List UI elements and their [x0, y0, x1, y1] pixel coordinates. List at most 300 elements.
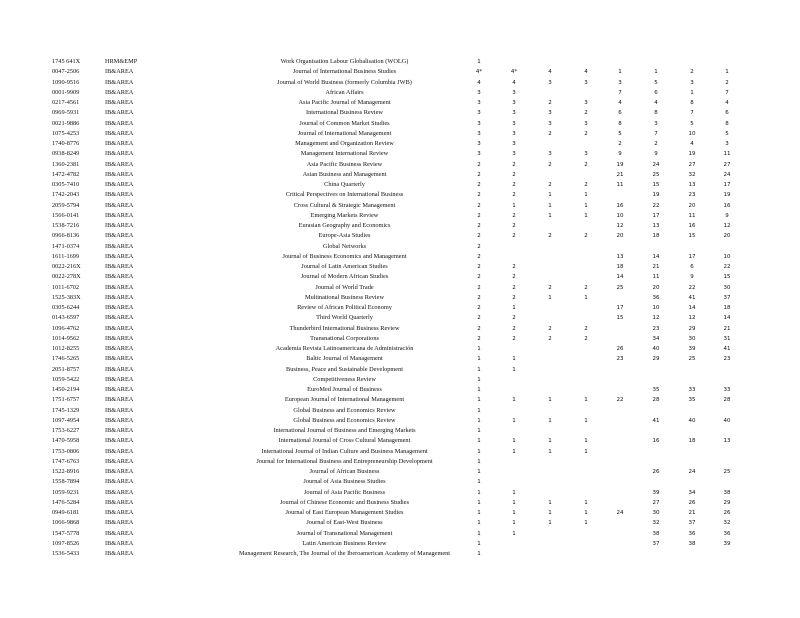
- rating-cell: 2: [477, 243, 481, 250]
- rating-cell: 2: [477, 325, 481, 332]
- field-cell: IB&AREA: [105, 345, 134, 352]
- journal-title-cell: Journal of Modern African Studies: [300, 273, 389, 281]
- rating-cell: 27: [652, 499, 660, 506]
- rating-cell: 2: [477, 202, 481, 209]
- field-cell: IB&AREA: [105, 273, 134, 281]
- field-cell: IB&AREA: [105, 437, 134, 445]
- rating-cell: 1: [548, 212, 552, 219]
- rating-cell: 15: [688, 233, 696, 240]
- rating-cell: 1: [477, 489, 481, 496]
- rating-cell: 28: [652, 397, 660, 404]
- journal-title-cell: Journal of World Business (formerly Columbia JWB): [277, 78, 412, 86]
- field-cell: IB&AREA: [105, 539, 134, 547]
- rating-cell: 8: [618, 120, 622, 127]
- journal-title-cell: Global Business and Economics Review: [293, 406, 396, 414]
- rating-cell: 2: [548, 100, 552, 106]
- rating-cell: 2: [477, 212, 481, 219]
- rating-cell: 2: [512, 223, 516, 229]
- rating-cell: 3: [584, 79, 588, 86]
- rating-cell: 18: [616, 264, 624, 270]
- rating-cell: 1: [584, 397, 588, 404]
- journal-title-cell: Global Networks: [322, 242, 367, 250]
- rating-cell: 13: [616, 253, 624, 260]
- issn-cell: 0966-8136: [52, 232, 80, 240]
- journal-title-cell: Third World Quarterly: [316, 314, 373, 322]
- issn-cell: 0022-278X: [52, 273, 81, 281]
- rating-cell: 3: [512, 110, 516, 117]
- rating-cell: 1: [512, 530, 516, 537]
- rating-cell: 6: [654, 89, 658, 96]
- rating-cell: 20: [652, 284, 660, 291]
- rating-cell: 2: [690, 69, 694, 76]
- rating-cell: 1: [477, 407, 481, 414]
- rating-cell: 2: [477, 161, 481, 168]
- rating-cell: 4: [690, 141, 694, 147]
- rating-cell: 3: [654, 120, 658, 127]
- rating-cell: 27: [723, 161, 731, 168]
- rating-cell: 2: [548, 182, 552, 188]
- rating-cell: 34: [688, 489, 696, 496]
- issn-cell: 0001-9909: [52, 88, 80, 96]
- rating-cell: 16: [616, 202, 624, 209]
- issn-cell: 1450-2194: [52, 386, 80, 393]
- rating-cell: 1: [548, 417, 552, 424]
- rating-cell: 1: [512, 366, 516, 373]
- rating-cell: 4: [654, 100, 658, 106]
- rating-cell: 25: [688, 356, 696, 363]
- rating-cell: 19: [688, 151, 696, 158]
- rating-cell: 21: [688, 510, 696, 516]
- rating-cell: 1: [654, 69, 658, 76]
- journal-title-cell: International Journal of Business and Emerging Markets: [273, 427, 416, 434]
- rating-cell: 35: [688, 397, 696, 404]
- rating-cell: 20: [688, 202, 696, 209]
- field-cell: IB&AREA: [105, 550, 134, 557]
- issn-cell: 1470-5958: [52, 437, 80, 445]
- rating-cell: 7: [690, 110, 694, 117]
- rating-cell: 1: [477, 417, 481, 424]
- rating-cell: 18: [688, 438, 696, 445]
- rating-cell: 35: [652, 387, 660, 393]
- rating-cell: 7: [654, 130, 658, 137]
- journal-title-cell: Competitiveness Review: [313, 375, 376, 383]
- rating-cell: 2: [512, 325, 516, 332]
- rating-cell: 1: [512, 520, 516, 527]
- rating-cell: 1: [584, 499, 588, 506]
- field-cell: IB&AREA: [105, 375, 134, 383]
- rating-cell: 7: [618, 89, 622, 96]
- rating-cell: 17: [723, 182, 731, 188]
- journal-title-cell: Transnational Corporations: [310, 334, 379, 342]
- issn-cell: 1059-9231: [52, 488, 80, 496]
- rating-cell: 33: [688, 387, 696, 393]
- rating-cell: 2: [584, 182, 588, 188]
- rating-cell: 25: [616, 284, 624, 291]
- rating-cell: 1: [477, 469, 481, 475]
- rating-cell: 40: [652, 346, 660, 352]
- field-cell: IB&AREA: [105, 263, 134, 270]
- rating-cell: 1: [690, 89, 694, 96]
- issn-cell: 1747-6763: [52, 457, 80, 465]
- rating-cell: 4: [512, 79, 516, 86]
- rating-cell: 2: [477, 223, 481, 229]
- rating-cell: 36: [688, 530, 696, 537]
- journal-title-cell: Work Organisation Labour Globalisation (WOLG): [280, 58, 409, 65]
- field-cell: IB&AREA: [105, 99, 134, 106]
- journal-title-cell: European Journal of International Management: [284, 396, 405, 404]
- issn-cell: 0021-9886: [52, 119, 80, 127]
- rating-cell: 2: [512, 161, 516, 168]
- rating-cell: 3: [512, 151, 516, 158]
- rating-cell: 12: [688, 315, 696, 322]
- rating-cell: 3: [584, 151, 588, 158]
- rating-cell: 2: [584, 233, 588, 240]
- issn-cell: 0949-6181: [52, 509, 80, 516]
- journal-title-cell: Asian Business and Management: [302, 170, 387, 178]
- issn-cell: 1012-8255: [52, 345, 80, 352]
- rating-cell: 3: [477, 141, 481, 147]
- rating-cell: 20: [616, 233, 624, 240]
- issn-cell: 1075-4253: [52, 129, 80, 137]
- journal-title-cell: International Journal of Indian Culture and Business Management: [261, 447, 428, 455]
- journal-title-cell: Critical Perspectives on International Business: [285, 191, 404, 199]
- field-cell: IB&AREA: [105, 109, 134, 117]
- rating-cell: 31: [723, 335, 731, 342]
- issn-cell: 1476-5284: [52, 498, 80, 506]
- rating-cell: 41: [723, 346, 731, 352]
- issn-cell: 0047-2506: [52, 68, 80, 76]
- rating-cell: 1: [548, 397, 552, 404]
- rating-cell: 24: [616, 510, 624, 516]
- field-cell: IB&AREA: [105, 201, 134, 209]
- field-cell: IB&AREA: [105, 222, 134, 229]
- field-cell: IB&AREA: [105, 68, 134, 76]
- issn-cell: 1536-5433: [52, 550, 80, 557]
- rating-cell: 15: [652, 182, 660, 188]
- journal-title-cell: China Quarterly: [324, 181, 365, 188]
- rating-cell: 1: [477, 438, 481, 445]
- rating-cell: 1: [512, 510, 516, 516]
- rating-cell: 2: [584, 284, 588, 291]
- rating-cell: 1: [512, 397, 516, 404]
- rating-cell: 10: [652, 305, 660, 311]
- rating-cell: 1: [584, 438, 588, 445]
- rating-cell: 2: [548, 161, 552, 168]
- rating-cell: 1: [477, 499, 481, 506]
- rating-cell: 16: [688, 223, 696, 229]
- rating-cell: 2: [548, 284, 552, 291]
- rating-cell: 23: [616, 356, 624, 363]
- journal-title-cell: Journal of Transnational Management: [296, 529, 393, 537]
- rating-cell: 2: [477, 233, 481, 240]
- rating-cell: 1: [477, 428, 481, 434]
- rating-cell: 2: [477, 294, 481, 301]
- field-cell: IB&AREA: [105, 488, 134, 496]
- rating-cell: 3: [477, 89, 481, 96]
- rating-cell: 34: [652, 335, 660, 342]
- issn-cell: 2051-8757: [52, 365, 80, 373]
- rating-cell: 2: [512, 315, 516, 322]
- rating-cell: 6: [618, 110, 622, 117]
- issn-cell: 1611-1699: [52, 252, 80, 260]
- field-cell: IB&AREA: [105, 478, 134, 486]
- rating-cell: 9: [654, 151, 658, 158]
- journal-title-cell: International Journal of Cross Cultural Management: [278, 437, 411, 445]
- rating-cell: 12: [723, 223, 731, 229]
- journal-title-cell: Asia Pacific Journal of Management: [298, 99, 391, 106]
- rating-cell: 39: [723, 540, 731, 547]
- rating-cell: 10: [688, 130, 696, 137]
- journal-title-cell: Multinational Business Review: [304, 293, 385, 301]
- issn-cell: 1742-2043: [52, 191, 80, 199]
- rating-cell: 22: [723, 264, 731, 270]
- rating-cell: 37: [652, 540, 660, 547]
- journal-title-cell: Management International Review: [300, 150, 389, 158]
- rating-cell: 4*: [475, 69, 483, 76]
- issn-cell: 1745 641X: [52, 58, 81, 65]
- issn-cell: 1472-4782: [52, 170, 80, 178]
- rating-cell: 3: [548, 79, 552, 86]
- issn-cell: 1538-7216: [52, 222, 80, 229]
- rating-cell: 1: [548, 202, 552, 209]
- rating-cell: 2: [512, 294, 516, 301]
- rating-cell: 19: [723, 192, 731, 199]
- issn-cell: 0305-7410: [52, 181, 80, 188]
- rating-cell: 1: [584, 520, 588, 527]
- rating-cell: 2: [584, 325, 588, 332]
- rating-cell: 3: [477, 110, 481, 117]
- issn-cell: 1360-2381: [52, 160, 80, 168]
- rating-cell: 25: [723, 469, 731, 475]
- rating-cell: 16: [652, 438, 660, 445]
- journal-title-cell: Journal of International Management: [297, 129, 392, 137]
- field-cell: IB&AREA: [105, 150, 134, 158]
- rating-cell: 4: [725, 100, 729, 106]
- issn-cell: 0022-216X: [52, 263, 81, 270]
- rating-cell: 2: [725, 79, 729, 86]
- rating-cell: 1: [725, 69, 729, 76]
- rating-cell: 32: [652, 520, 660, 527]
- rating-cell: 1: [548, 448, 552, 455]
- rating-cell: 14: [616, 274, 624, 281]
- journal-title-cell: Thunderbird International Business Review: [289, 324, 400, 332]
- issn-cell: 1525-383X: [52, 293, 81, 301]
- rating-cell: 33: [723, 387, 731, 393]
- rating-cell: 22: [688, 284, 696, 291]
- rating-cell: 2: [512, 182, 516, 188]
- rating-cell: 32: [688, 171, 696, 178]
- field-cell: IB&AREA: [105, 232, 134, 240]
- field-cell: IB&AREA: [105, 129, 134, 137]
- rating-cell: 1: [512, 356, 516, 363]
- rating-cell: 7: [725, 89, 729, 96]
- field-cell: HRM&EMP: [105, 58, 138, 65]
- rating-cell: 1: [548, 294, 552, 301]
- journal-title-cell: Review of African Political Economy: [297, 304, 392, 311]
- rating-cell: 26: [652, 469, 660, 475]
- rating-cell: 2: [512, 284, 516, 291]
- rating-cell: 9: [725, 212, 729, 219]
- rating-cell: 26: [688, 499, 696, 506]
- rating-cell: 17: [616, 305, 624, 311]
- rating-cell: 30: [688, 335, 696, 342]
- field-cell: IB&AREA: [105, 365, 134, 373]
- journal-title-cell: EuroMed Journal of Business: [307, 386, 382, 393]
- field-cell: IB&AREA: [105, 283, 134, 291]
- rating-cell: 41: [688, 294, 696, 301]
- rating-cell: 11: [616, 182, 624, 188]
- rating-cell: 11: [652, 274, 660, 281]
- rating-cell: 2: [548, 325, 552, 332]
- journal-title-cell: Management Research, The Journal of the Iberoamerican Academy of Management: [238, 550, 451, 557]
- rating-cell: 2: [548, 335, 552, 342]
- rating-cell: 9: [690, 274, 694, 281]
- rating-cell: 1: [477, 479, 481, 486]
- field-cell: IB&AREA: [105, 181, 134, 188]
- rating-cell: 3: [690, 79, 694, 86]
- rating-cell: 1: [477, 387, 481, 393]
- rating-cell: 3: [584, 100, 588, 106]
- issn-cell: 1753-0806: [52, 447, 80, 455]
- rating-cell: 23: [723, 356, 731, 363]
- rating-cell: 19: [652, 192, 660, 199]
- journal-title-cell: Journal of Common Market Studies: [299, 119, 390, 127]
- field-cell: IB&AREA: [105, 252, 134, 260]
- journal-title-cell: Academia Revista Latinoamericana de Administración: [275, 345, 414, 352]
- issn-cell: 0305-6244: [52, 304, 80, 311]
- rating-cell: 14: [723, 315, 731, 322]
- field-cell: IB&AREA: [105, 416, 134, 424]
- rating-cell: 2: [477, 264, 481, 270]
- journal-title-cell: Journal of Chinese Economic and Business Studies: [279, 498, 410, 506]
- issn-cell: 1566-0141: [52, 211, 80, 219]
- rating-cell: 3: [548, 120, 552, 127]
- rating-cell: 5: [690, 120, 694, 127]
- journal-title-cell: International Business Review: [306, 109, 383, 117]
- journal-title-cell: Journal of Business Economics and Management: [282, 252, 407, 260]
- rating-cell: 6: [725, 110, 729, 117]
- rating-cell: 1: [548, 499, 552, 506]
- rating-cell: 1: [477, 510, 481, 516]
- rating-cell: 40: [723, 417, 731, 424]
- issn-cell: 2059-5794: [52, 201, 80, 209]
- rating-cell: 29: [652, 356, 660, 363]
- rating-cell: 26: [723, 510, 731, 516]
- rating-cell: 1: [477, 346, 481, 352]
- rating-cell: 13: [688, 182, 696, 188]
- rating-cell: 1: [512, 438, 516, 445]
- rating-cell: 1: [477, 59, 481, 65]
- field-cell: IB&AREA: [105, 427, 134, 434]
- rating-cell: 1: [548, 520, 552, 527]
- journal-title-cell: Europe-Asia Studies: [318, 232, 371, 240]
- rating-cell: 5: [618, 130, 622, 137]
- rating-cell: 8: [690, 100, 694, 106]
- rating-cell: 38: [688, 540, 696, 547]
- field-cell: IB&AREA: [105, 78, 134, 86]
- journal-title-cell: Journal for International Business and Entrepreneurship Development: [256, 457, 433, 465]
- rating-cell: 4: [548, 69, 552, 76]
- rating-cell: 2: [477, 253, 481, 260]
- rating-cell: 1: [477, 520, 481, 527]
- rating-cell: 2: [512, 335, 516, 342]
- field-cell: IB&AREA: [105, 170, 134, 178]
- rating-cell: 1: [477, 376, 481, 383]
- rating-cell: 1: [618, 69, 622, 76]
- rating-cell: 1: [477, 458, 481, 465]
- field-cell: IB&AREA: [105, 355, 134, 363]
- field-cell: IB&AREA: [105, 519, 134, 527]
- journal-title-cell: Cross Cultural & Strategic Management: [293, 201, 396, 209]
- rating-cell: 2: [548, 233, 552, 240]
- rating-cell: 3: [618, 79, 622, 86]
- rating-cell: 19: [616, 161, 624, 168]
- rating-cell: 8: [654, 110, 658, 117]
- journal-title-cell: Baltic Journal of Management: [306, 355, 383, 363]
- rating-cell: 39: [688, 346, 696, 352]
- rating-cell: 23: [688, 192, 696, 199]
- issn-cell: 0217-4561: [52, 99, 80, 106]
- rating-cell: 3: [477, 120, 481, 127]
- rating-cell: 36: [652, 294, 660, 301]
- rating-cell: 1: [584, 510, 588, 516]
- rating-cell: 21: [723, 325, 731, 332]
- rating-cell: 3: [512, 141, 516, 147]
- journal-title-cell: Business, Peace and Sustainable Development: [286, 365, 403, 373]
- rating-cell: 29: [688, 325, 696, 332]
- field-cell: IB&AREA: [105, 293, 134, 301]
- rating-cell: 2: [477, 182, 481, 188]
- rating-cell: 2: [477, 171, 481, 178]
- rating-cell: 2: [477, 274, 481, 281]
- rating-cell: 1: [512, 448, 516, 455]
- rating-cell: 21: [616, 171, 624, 178]
- rating-cell: 17: [688, 253, 696, 260]
- field-cell: IB&AREA: [105, 396, 134, 404]
- rating-cell: 4: [618, 100, 622, 106]
- rating-cell: 1: [512, 202, 516, 209]
- issn-cell: 1471-0374: [52, 242, 80, 250]
- rating-cell: 11: [723, 151, 731, 158]
- field-cell: IB&AREA: [105, 119, 134, 127]
- rating-cell: 28: [723, 397, 731, 404]
- journal-title-cell: Asia Pacific Business Review: [306, 160, 383, 168]
- rating-cell: 2: [512, 264, 516, 270]
- journal-title-cell: Journal of Asia Business Studies: [303, 478, 386, 486]
- rating-cell: 1: [512, 305, 516, 311]
- field-cell: IB&AREA: [105, 498, 134, 506]
- rating-cell: 15: [616, 315, 624, 322]
- journal-title-cell: Global Business and Economics Review: [293, 416, 396, 424]
- rating-cell: 26: [616, 346, 624, 352]
- issn-cell: 1066-9868: [52, 519, 80, 527]
- rating-cell: 3: [477, 130, 481, 137]
- rating-cell: 25: [652, 171, 660, 178]
- rating-cell: 18: [723, 305, 731, 311]
- rating-cell: 22: [616, 397, 624, 404]
- rating-cell: 1: [477, 551, 481, 557]
- rating-cell: 2: [548, 130, 552, 137]
- rating-cell: 4*: [510, 69, 518, 76]
- rating-cell: 3: [512, 89, 516, 96]
- issn-cell: 1096-4762: [52, 324, 80, 332]
- rating-cell: 1: [584, 294, 588, 301]
- field-cell: IB&AREA: [105, 88, 134, 96]
- rating-cell: 3: [548, 110, 552, 117]
- issn-cell: 1090-9516: [52, 78, 80, 86]
- field-cell: IB&AREA: [105, 509, 134, 516]
- journal-title-cell: Journal of East-West Business: [306, 519, 383, 527]
